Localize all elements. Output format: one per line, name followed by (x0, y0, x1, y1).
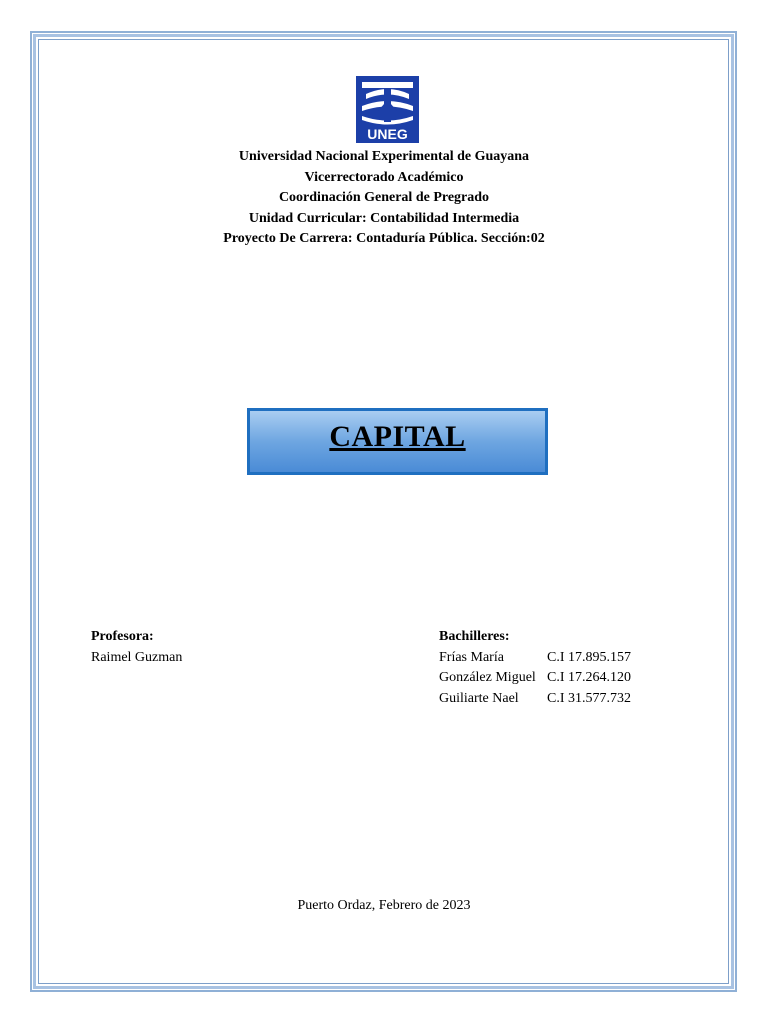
students-block (439, 627, 649, 709)
student-row (439, 689, 649, 710)
student-ci: C.I 17.895.157 (547, 649, 631, 665)
header-proyecto-carrera: Proyecto De Carrera: Contaduría Pública. Sección:02 (223, 231, 545, 246)
professor-label: Profesora: (91, 629, 154, 644)
uneg-logo (356, 76, 419, 143)
svg-text:UNEG: UNEG (367, 126, 408, 142)
student-row (439, 668, 649, 689)
student-name: Guiliarte Nael (439, 690, 519, 706)
student-name: González Miguel (439, 670, 536, 685)
professor-name: Raimel Guzman (91, 649, 183, 665)
place-date: Puerto Ordaz, Febrero de 2023 (297, 898, 471, 913)
header-university: Universidad Nacional Experimental de Guayana (238, 149, 530, 164)
institution-header (0, 147, 768, 250)
student-ci: C.I 17.264.120 (547, 670, 631, 685)
document-title: CAPITAL (329, 419, 466, 453)
header-coordinacion: Coordinación General de Pregrado (278, 190, 490, 205)
student-name: Frías María (439, 649, 504, 665)
students-label: Bachilleres: (439, 629, 510, 644)
professor-block (91, 627, 182, 668)
header-unidad-curricular: Unidad Curricular: Contabilidad Intermedia (248, 210, 520, 226)
title-box (247, 408, 548, 475)
student-row (439, 648, 649, 669)
header-vicerrectorado: Vicerrectorado Académico (304, 169, 464, 185)
student-ci: C.I 31.577.732 (547, 690, 631, 706)
